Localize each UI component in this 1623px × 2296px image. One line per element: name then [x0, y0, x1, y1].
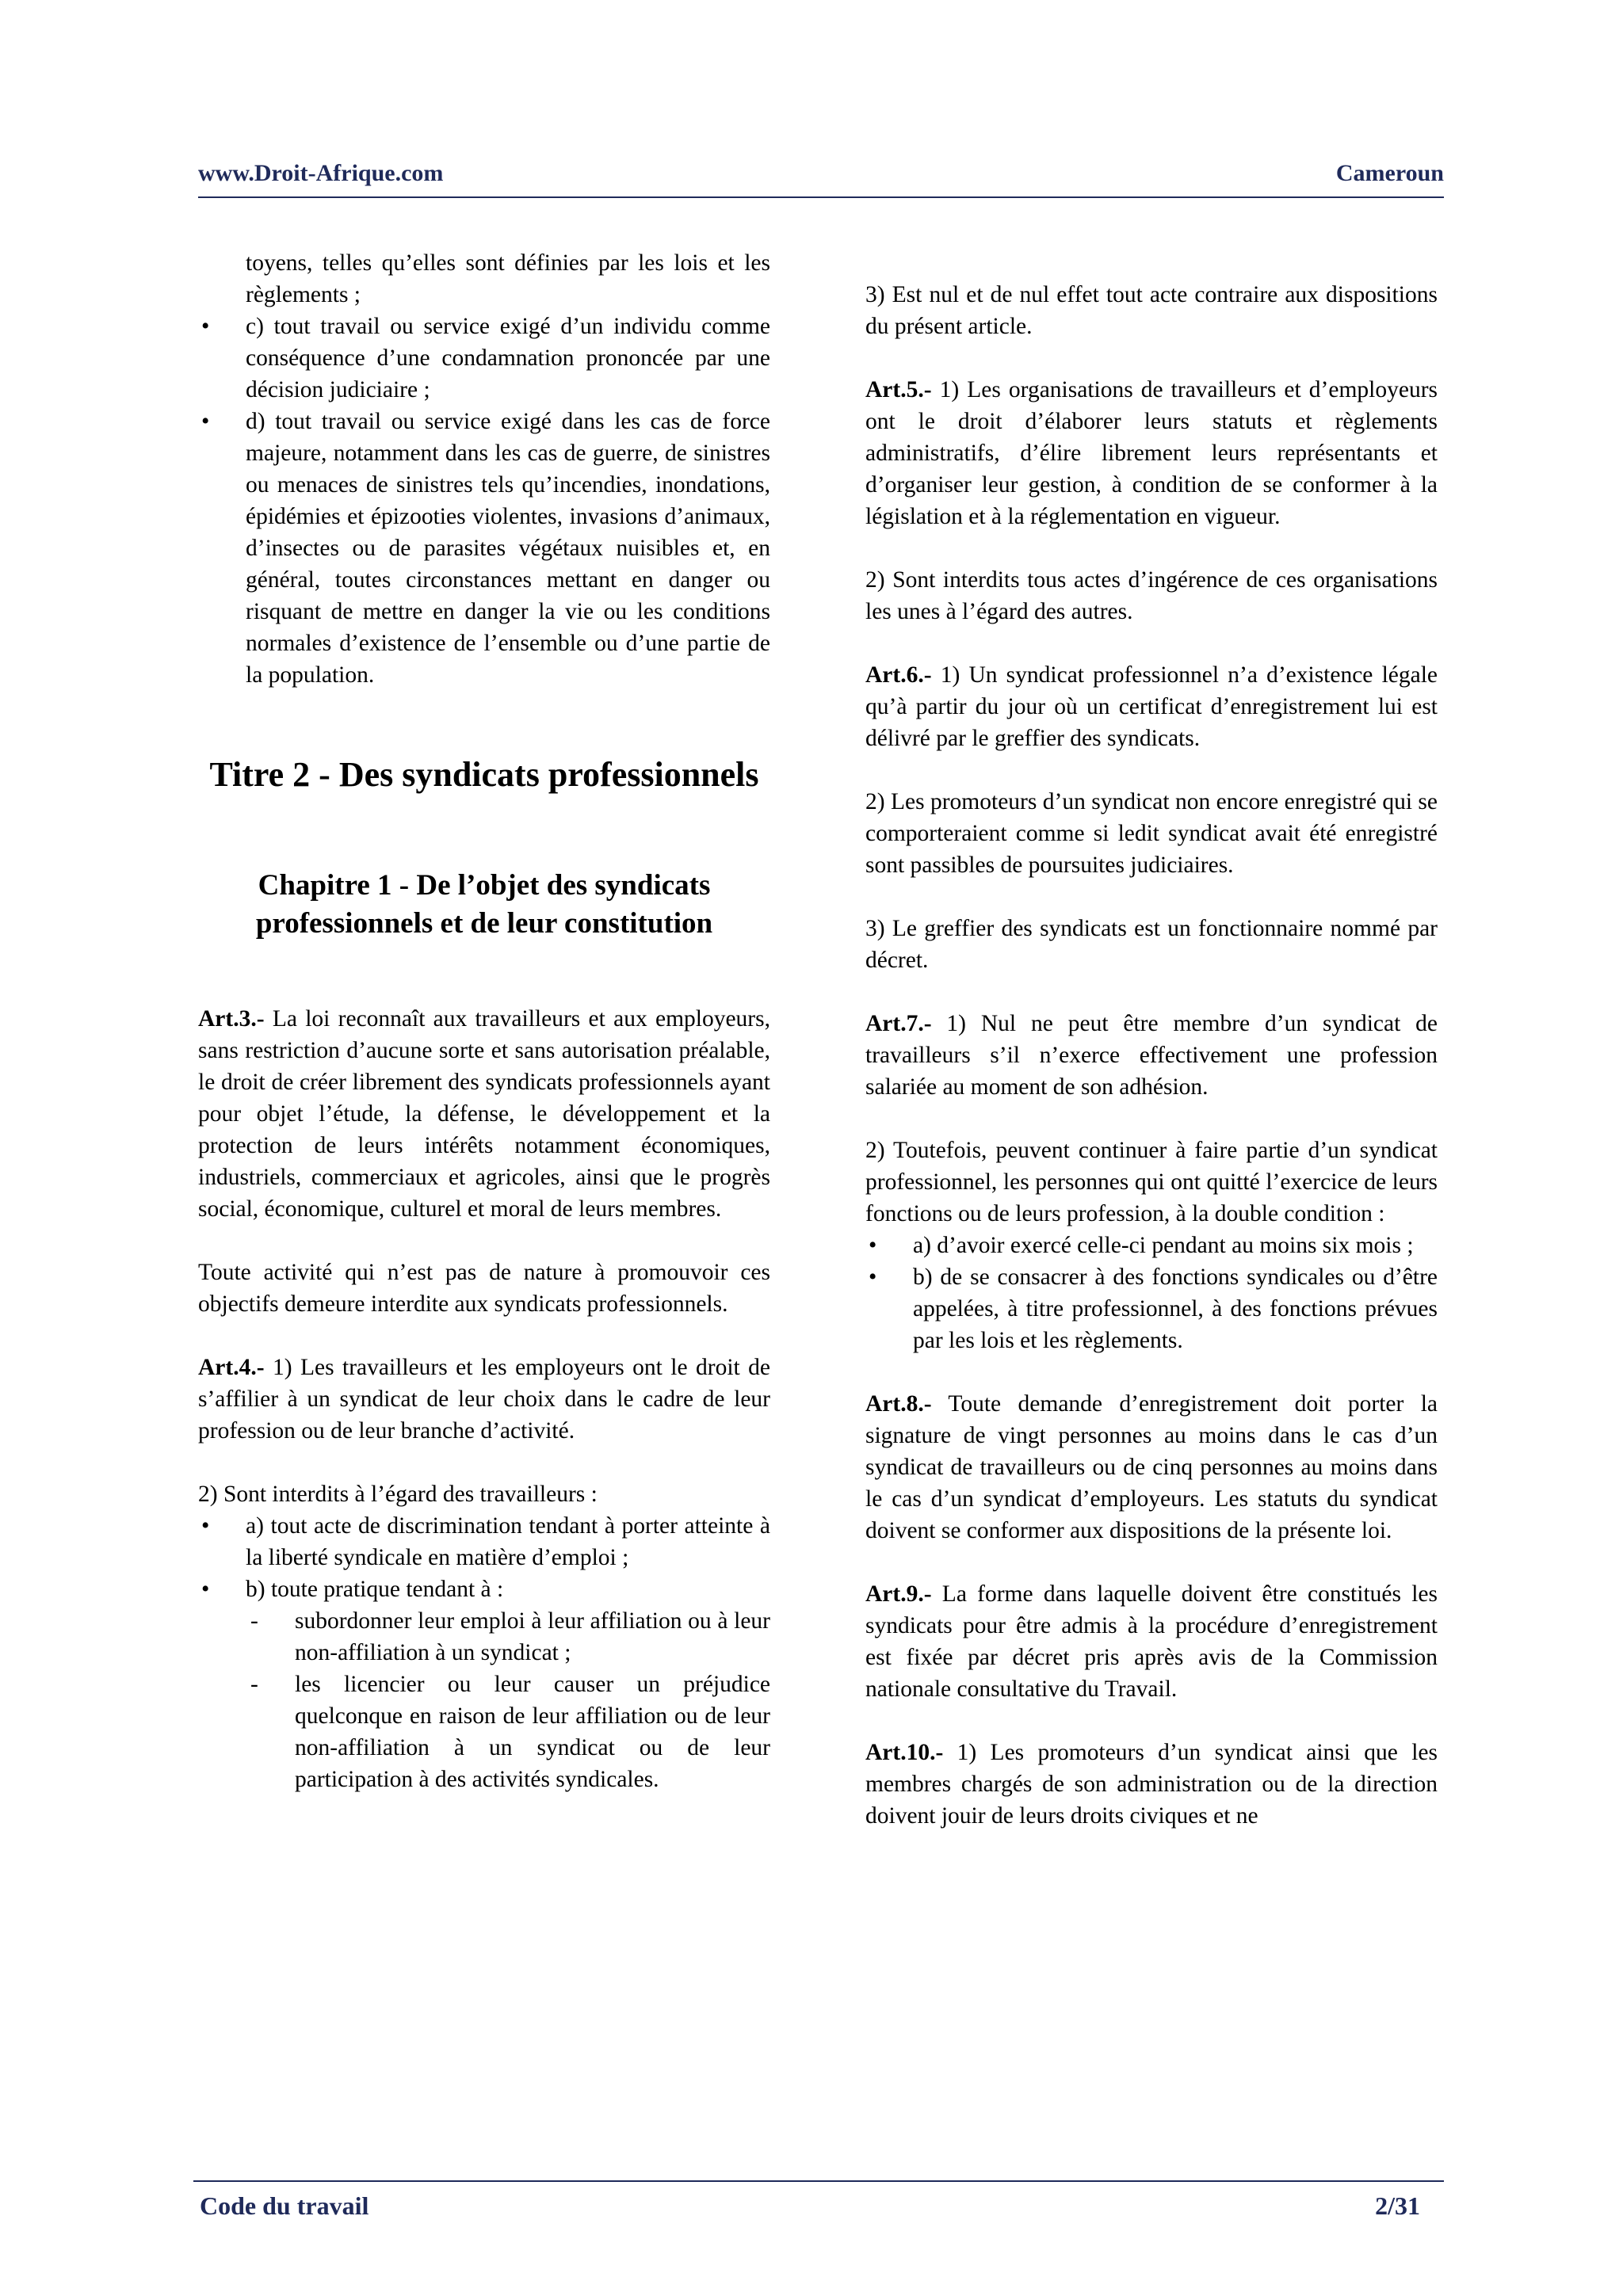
list-item: • b) de se consacrer à des fonctions syndicales ou d’être appelées, à titre professionnel, à des fonctions prévues par les lois et les règlements.: [865, 1261, 1438, 1356]
article-4-paragraph: 2) Sont interdits à l’égard des travailleurs :: [198, 1482, 598, 1507]
page-header: [198, 157, 1444, 198]
continued-text: toyens, telles qu’elles sont définies par les lois et les règlements ;: [246, 250, 770, 307]
bullet-list: [865, 1230, 1438, 1356]
article-7-paragraph: 2) Toutefois, peuvent continuer à faire partie d’un syndicat professionnel, les personnes qui ont quitté l’exercice de leurs fonctions ou de leurs profession, à la double condition :: [865, 1138, 1438, 1226]
article-9: Art.9.- La forme dans laquelle doivent être constitués les syndicats pour être admis à la procédure d’enregistrement est fixée par décret pris après avis de la Commission nationale consultative du Travail.: [865, 1581, 1438, 1702]
article-5-paragraph: 2) Sont interdits tous actes d’ingérence de ces organisations les unes à l’égard des autres.: [865, 567, 1438, 624]
country-label: Cameroun: [1335, 160, 1444, 186]
page-footer: [193, 2180, 1444, 2229]
article-label: Art.5.-: [865, 377, 932, 402]
article-4-paragraph: 3) Est nul et de nul effet tout acte contraire aux dispositions du présent article.: [865, 282, 1438, 339]
bullet-list: [198, 1510, 770, 1795]
article-label: Art.7.-: [865, 1011, 932, 1036]
section-title: Titre 2 - Des syndicats professionnels: [209, 755, 759, 794]
chapter-title: Chapitre 1 - De l’objet des syndicats professionnels et de leur constitution: [255, 869, 713, 940]
article-7: Art.7.- 1) Nul ne peut être membre d’un syndicat de travailleurs s’il n’exerce effectivement une profession salariée au moment de son adhésion.: [865, 1011, 1438, 1100]
article-8: Art.8.- Toute demande d’enregistrement doit porter la signature de vingt personnes au moins dans le cas d’un syndicat de travailleurs ou de cinq personnes au moins dans le cas d’un syndicat d’employeurs. Les statuts du syndicat doivent se conformer aux dispositions de la présente loi.: [865, 1391, 1438, 1543]
article-5: Art.5.- 1) Les organisations de travailleurs et d’employeurs ont le droit d’élaborer leurs statuts et règlements administratifs, d’élire librement leurs représentants et d’organiser leur gestion, à condition de se conformer à la législation et à la réglementation en vigueur.: [865, 377, 1438, 529]
list-item: • c) tout travail ou service exigé d’un individu comme conséquence d’une condamnation prononcée par une décision judiciaire ;: [198, 311, 770, 406]
article-label: Art.4.-: [198, 1355, 265, 1380]
article-label: Art.8.-: [865, 1391, 932, 1417]
article-10: Art.10.- 1) Les promoteurs d’un syndicat ainsi que les membres chargés de son administration ou de la direction doivent jouir de leurs droits civiques et ne: [865, 1740, 1438, 1829]
left-column: [198, 247, 770, 1795]
bullet-icon: •: [201, 409, 210, 434]
list-item: • a) d’avoir exercé celle-ci pendant au moins six mois ;: [865, 1230, 1438, 1261]
right-column: [865, 279, 1438, 1832]
article-label: Art.6.-: [865, 662, 932, 688]
list-item: • b) toute pratique tendant à : - subordonner leur emploi à leur affiliation ou à leur non-affiliation à un syndicat ; - les licencier ou leur causer un préjudice quelconque en raison de leur affiliation ou de leur non-affiliation à un syndicat ou de leur participation à des activités syndicales.: [198, 1573, 770, 1795]
article-6-paragraph: 2) Les promoteurs d’un syndicat non encore enregistré qui se comporteraient comme si ledit syndicat avait été enregistré sont passibles de poursuites judiciaires.: [865, 789, 1438, 878]
article-6-paragraph: 3) Le greffier des syndicats est un fonctionnaire nommé par décret.: [865, 916, 1438, 973]
bullet-icon: •: [201, 314, 210, 339]
article-3: Art.3.- La loi reconnaît aux travailleurs et aux employeurs, sans restriction d’aucune sorte et sans autorisation préalable, le droit de créer librement des syndicats professionnels ayant pour objet l’étude, la défense, le développement et la protection de leurs intérêts notamment économiques, industriels, commerciaux et agricoles, ainsi que le progrès social, économique, culturel et moral de leurs membres.: [198, 1006, 770, 1222]
bullet-icon: •: [869, 1264, 877, 1290]
document-title: Code du travail: [200, 2191, 369, 2220]
dash-list: [246, 1605, 770, 1795]
list-item: - subordonner leur emploi à leur affiliation ou à leur non-affiliation à un syndicat ;: [246, 1605, 770, 1669]
article-6: Art.6.- 1) Un syndicat professionnel n’a d’existence légale qu’à partir du jour où un certificat d’enregistrement lui est délivré par le greffier des syndicats.: [865, 662, 1438, 751]
article-label: Art.9.-: [865, 1581, 932, 1607]
page-number: 2/31: [1375, 2191, 1420, 2220]
bullet-icon: •: [201, 1513, 210, 1539]
article-4: Art.4.- 1) Les travailleurs et les employeurs ont le droit de s’affilier à un syndicat de leur choix dans le cadre de leur profession ou de leur branche d’activité.: [198, 1355, 770, 1444]
dash-icon: -: [250, 1608, 258, 1634]
list-item: • d) tout travail ou service exigé dans les cas de force majeure, notamment dans les cas de guerre, de sinistres ou menaces de sinistres tels qu’incendies, inondations, épidémies et épizooties violentes, invasions d’animaux, d’insectes ou de parasites végétaux nuisibles et, en général, toutes circonstances mettant en danger ou risquant de mettre en danger la vie ou les conditions normales d’existence de l’ensemble ou d’une partie de la population.: [198, 406, 770, 691]
article-label: Art.3.-: [198, 1006, 265, 1032]
article-label: Art.10.-: [865, 1740, 944, 1765]
bullet-icon: •: [869, 1233, 877, 1258]
dash-icon: -: [250, 1672, 258, 1697]
article-3-paragraph: Toute activité qui n’est pas de nature à promouvoir ces objectifs demeure interdite aux syndicats professionnels.: [198, 1260, 770, 1317]
list-item: • a) tout acte de discrimination tendant à porter atteinte à la liberté syndicale en matière d’emploi ;: [198, 1510, 770, 1573]
list-item: - les licencier ou leur causer un préjudice quelconque en raison de leur affiliation ou de leur non-affiliation à un syndicat ou de leur participation à des activités syndicales.: [246, 1669, 770, 1795]
bullet-icon: •: [201, 1577, 210, 1602]
bullet-list: [198, 311, 770, 691]
site-url[interactable]: www.Droit-Afrique.com: [198, 160, 444, 186]
